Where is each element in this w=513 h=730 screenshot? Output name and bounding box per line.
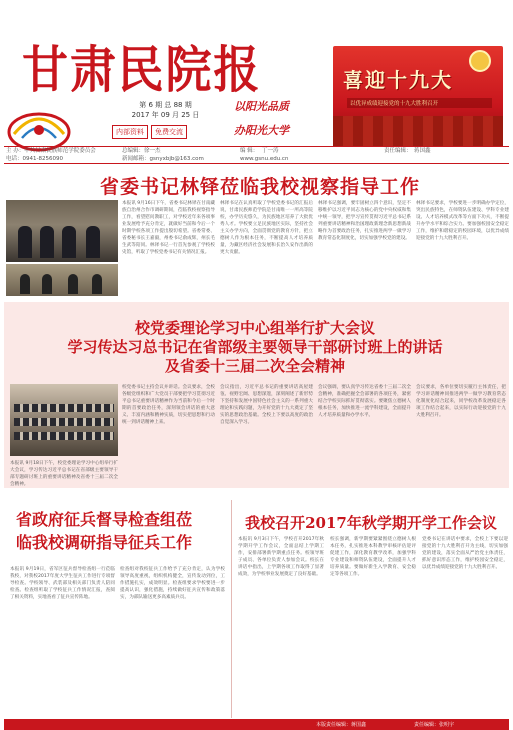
footer-left: 本版责任编辑：蒋国鑫 [316, 722, 367, 728]
article3-headline [16, 508, 226, 554]
motto-line-1: 以阳光品质 [234, 100, 289, 113]
sponsor: 主 办：中共甘肃民族师范学院委员会 [6, 148, 96, 154]
phone: 电话：0941-8256090 [6, 156, 63, 162]
article2-column-3: 会议强调，要认真学习传达省委十三届二次全会精神，准确把握全会部署的各项任务，紧密结合学校实际抓好贯彻落实。要聚焦立德树人根本任务，加快推进一流学科建设，全面提升人才培养质量和办学水平。 [318, 385, 411, 418]
article2-photo [10, 384, 118, 456]
banner-title: 喜迎十九大 [343, 68, 453, 92]
article3-headline-2: 临我校调研指导征兵工作 [16, 533, 193, 552]
article1-column-1: 本报讯 9月16日下午，省委书记林铎在甘南藏族自治州合作市调研期间，莅临我校视察指导工作，看望慰问教职工，对学校近年来各项事业发展给予充分肯定，就做好当前和今后一个时期学校各项工作提出殷切希望。省委常委、省委秘书长王嘉毅，州委书记俞成辉，州长毛生武等陪同。林铎书记一行首先参观了学校校史馆，听取了学校党委书记有关情况汇报。 [122, 201, 215, 255]
article3-column-1: 本报讯 9月19日，省军区征兵督导检查组一行莅临我校，对我校2017年度大学生征兵工作进行专项督导检查。学校领导、武装部及相关部门负责人陪同检查。检查组听取了学校征兵工作情况汇报，查阅了相关资料，实地查看了征兵宣传阵地。 [10, 567, 115, 600]
congress-banner [333, 46, 503, 146]
seated-row [14, 418, 114, 426]
person-figure [92, 274, 102, 294]
article2-headline-3: 及省委十三届二次全会精神 [164, 357, 345, 375]
person-figure [42, 274, 52, 294]
article1-photo-secondary [6, 264, 118, 296]
publication-tags [112, 125, 222, 139]
person-figure [40, 226, 54, 258]
info-bar [4, 146, 509, 164]
issue-number: 第 6 期 总 88 期 [139, 101, 192, 109]
seated-row [14, 432, 114, 440]
article4-headline: 我校召开2017年秋学期开学工作会议 [245, 514, 497, 532]
masthead-title: 甘肃民院报 [22, 40, 262, 99]
exchange-tag: 免费交流 [151, 125, 187, 139]
editor-label: 总编辑： [122, 148, 145, 154]
issue-date: 2017 年 09 月 25 日 [131, 111, 200, 119]
article1-column-3: 林铎书记强调，要牢固树立四个意识，坚定不移维护以习近平同志为核心的党中央权威和集中统一领导，把学习宣传贯彻习近平总书记系列重要讲话精神和治国理政新理念新思想新战略作为首要政治任务，扎实推进两学一做学习教育常态化制度化，切实加强学校党的建设。 [318, 201, 411, 241]
person-figure [20, 274, 30, 294]
footer-bar [4, 719, 509, 730]
article1-headline: 省委书记林铎莅临我校视察指导工作 [99, 176, 420, 198]
email: 新闻邮箱：gsnyxbjb@163.com [122, 156, 204, 162]
motto-line-2: 办阳光大学 [234, 124, 289, 137]
article2-column-4: 会议要求，各单位要切实履行主体责任，把学习讲话精神同推进两学一做学习教育常态化制度化结合起来，同学校改革发展稳定各项工作结合起来，以实际行动迎接党的十九大胜利召开。 [416, 385, 506, 418]
article1-column-2: 林铎书记在认真听取了学校党委书记的汇报后说，甘肃民族师范学院是甘南唯一一所高等院校，办学历史悠久，为民族地区培养了大批优秀人才。学校要立足民族地区实际，坚持社会主义办学方向，全面贯彻党的教育方针，把立德树人作为根本任务，不断提高人才培养质量，为藏区经济社会发展和长治久安作出新的更大贡献。 [220, 201, 313, 255]
publisher: 蒋国鑫 [414, 148, 431, 154]
party-emblem-icon [469, 50, 491, 72]
article2-photo-caption: 本报讯 9月18日下午，校党委理论学习中心组举行扩大会议，学习传达习近平总书记在省部级主要领导干部专题研讨班上的重要讲话精神及省委十三届二次全会精神。 [10, 461, 118, 487]
website: www.gsnu.edu.cn [240, 156, 289, 162]
person-figure [62, 226, 76, 258]
article4-column-2: 校长强调，新学期要紧紧围绕立德树人根本任务，扎实推进本科教学审核评估迎评促建工作，深化教育教学改革，加强学科专业建设和师资队伍建设，全面提升人才培养质量。要做好新生入学教育、安全稳定等各项工作。 [330, 537, 416, 577]
banner-subtitle: 以优异成绩迎接党的十九大胜利召开 [347, 98, 492, 108]
article2-headline-1: 校党委理论学习中心组举行扩大会议 [134, 319, 375, 337]
article1-photo-main [6, 200, 118, 262]
column-divider [231, 500, 232, 718]
chief: 丁一涛 [262, 148, 279, 154]
person-figure [68, 274, 78, 294]
issue-info [118, 100, 213, 120]
article3-headline-1: 省政府征兵督导检查组莅 [16, 510, 193, 529]
article1-column-4: 林铎书记要求，学校要进一步明确办学定位，突出民族特色，在师资队伍建设、学科专业建设、人才培养模式改革等方面下功夫，不断提升办学水平和综合实力。要加强校园安全稳定工作，维护和谐稳定的校园环境，以优异成绩迎接党的十九大胜利召开。 [416, 201, 509, 241]
person-figure [86, 226, 100, 258]
article2-column-2: 会议指出，习近平总书记的重要讲话高屋建瓴、视野宏阔、思想深邃，深刻阐述了新形势下坚持和发展中国特色社会主义的一系列重大理论和实践问题，为开好党的十九大奠定了坚实的思想政治基础。全校上下要以高度的政治自觉深入学习。 [220, 385, 313, 425]
great-hall-graphic [333, 116, 503, 146]
publisher-label: 责任编辑： [384, 148, 412, 154]
person-figure [18, 226, 32, 258]
article2-headline-2: 学习传达习总书记在省部级主要领导干部研讨班上的讲话 [67, 338, 443, 356]
article4-column-1: 本报讯 9月3日下午，学校召开2017年秋学期开学工作会议，全面总结上学期工作，安排部署新学期重点任务。校领导班子成员、各单位负责人参加会议。校长在讲话中指出，上学期各项工作取得了显著成效，为学校事业发展奠定了良好基础。 [238, 537, 324, 577]
article4-column-3: 党委书记在讲话中要求，全校上下要以迎接党的十九大胜利召开为主线，切实加强党的建设，落实全面从严治党主体责任，抓好意识形态工作，维护校园安全稳定，以优异成绩迎接党的十九大胜利召开。 [422, 537, 508, 570]
article3-column-2: 检查组对我校征兵工作给予了充分肯定，认为学校领导高度重视，组织机构健全，宣传发动到位，工作措施扎实，成效明显。检查组要求学校要进一步提高认识，强化措施，持续做好征兵宣传和政策落实，为部队输送更多高素质兵员。 [120, 567, 225, 600]
editor: 徐一杰 [144, 148, 161, 154]
chief-label: 编 辑： [240, 148, 259, 154]
article2-column-1: 校党委书记主持会议并讲话。会议要求，全校各级党组织和广大党员干部要把学习贯彻习近平总书记重要讲话精神作为当前和今后一个时期的首要政治任务，深刻领会讲话的重大意义、丰富内涵和精神实质，切实把思想和行动统一到讲话精神上来。 [122, 385, 215, 425]
seated-row [14, 404, 114, 412]
footer-right: 责任编辑：张明宇 [414, 722, 455, 728]
internal-tag: 内部资料 [112, 125, 148, 139]
